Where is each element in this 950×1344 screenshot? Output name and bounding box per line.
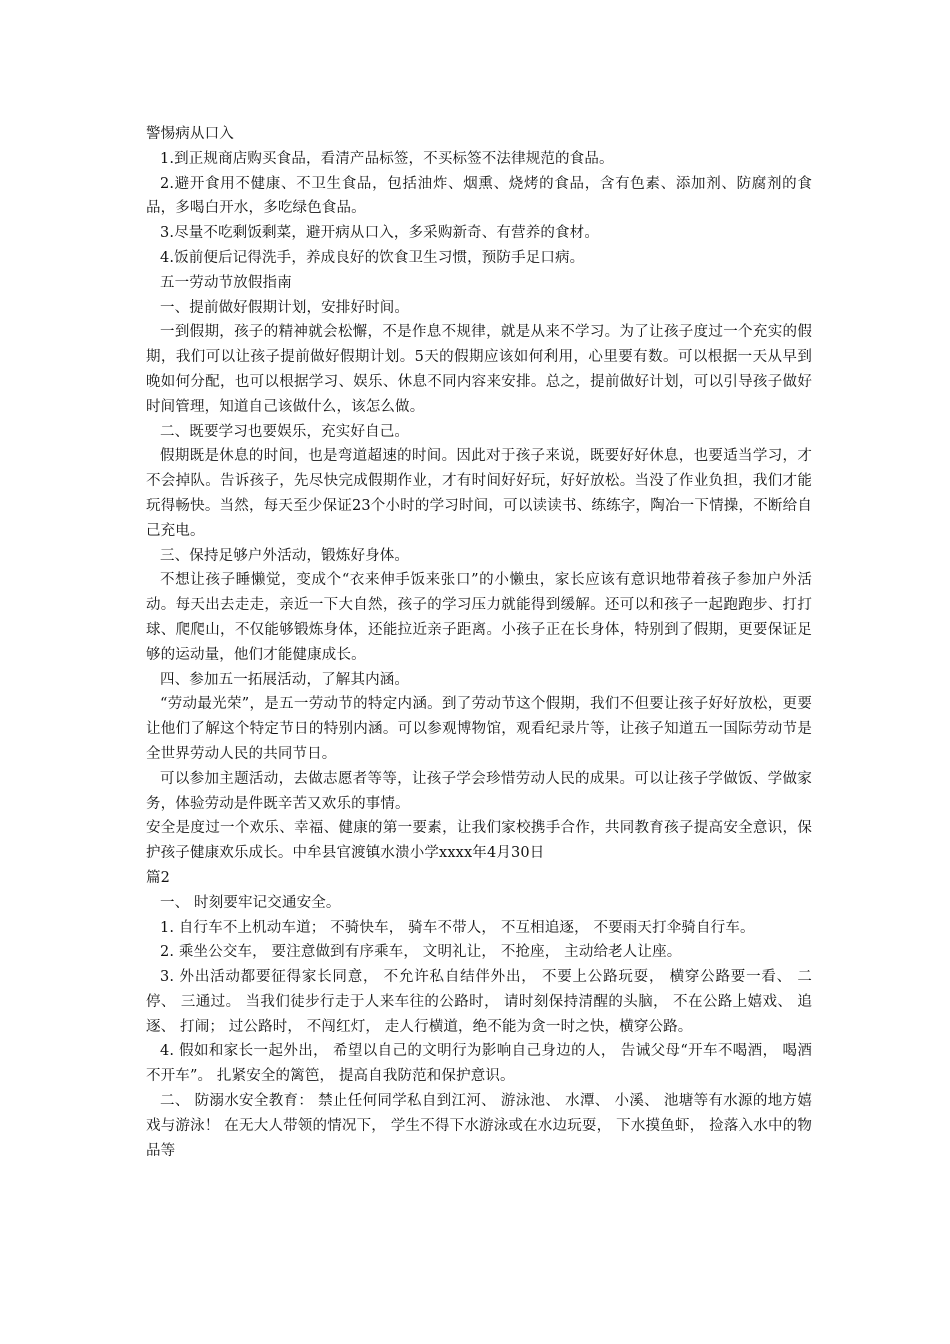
paragraph-traffic-3: 3. 外出活动都要征得家长同意， 不允许私自结伴外出， 不要上公路玩耍， 横穿公路要一看、 二停、 三通过。 当我们徒步行走于人来车往的公路时， 请时刻保持清醒的头脑， 不在公路上嬉戏、 追逐、 打闹； 过公路时， 不闯红灯， 走人行横道，绝不能为贪一时之快，横穿公路。 [146,969,812,1035]
heading-part-2: 篇2 [146,869,171,886]
heading-food-safety: 警惕病从口入 [146,126,234,142]
paragraph-labor-meaning: “劳动最光荣”，是五一劳动节的特定内涵。到了劳动节这个假期，我们不但要让孩子好好放松，更要让他们了解这个特定节日的特别内涵。可以参观博物馆，观看纪录片等，让孩子知道五一国际劳动节是全世界劳动人民的共同节日。 [146,696,812,762]
subheading-traffic-safety: 一、 时刻要牢记交通安全。 [160,894,341,911]
document-page [146,122,812,1163]
paragraph-drowning-prevention: 二、 防溺水安全教育： 禁止任何同学私自到江河、 游泳池、 水潭、 小溪、 池塘等有水源的地方嬉戏与游泳！ 在无大人带领的情况下， 学生不得下水游泳或在水边玩耍， 下水摸鱼虾， 捡落入水中的物品等 [146,1093,812,1159]
subheading-outdoor: 三、保持足够户外活动，锻炼好身体。 [160,547,410,564]
paragraph-food-4: 4.饭前便后记得洗手，养成良好的饮食卫生习惯，预防手足口病。 [160,249,585,266]
paragraph-themed-activities: 可以参加主题活动，去做志愿者等等，让孩子学会珍惜劳动人民的成果。可以让孩子学做饭、学做家务，体验劳动是件既辛苦又欢乐的事情。 [146,770,812,812]
paragraph-study-play: 假期既是休息的时间，也是弯道超速的时间。因此对于孩子来说，既要好好休息，也要适当学习，才不会掉队。告诉孩子，先尽快完成假期作业，才有时间好好玩，好好放松。当没了作业负担，我们才能玩得畅快。当然，每天至少保证23个小时的学习时间，可以读读书、练练字，陶冶一下情操，不断给自己充电。 [146,448,812,539]
paragraph-traffic-2: 2. 乘坐公交车， 要注意做到有序乘车， 文明礼让， 不抢座， 主动给老人让座。 [160,944,682,961]
subheading-activities: 四、参加五一拓展活动，了解其内涵。 [160,671,410,688]
paragraph-food-1: 1.到正规商店购买食品，看清产品标签，不买标签不法律规范的食品。 [160,150,614,167]
heading-holiday-guide: 五一劳动节放假指南 [160,274,292,291]
paragraph-outdoor: 不想让孩子睡懒觉，变成个“衣来伸手饭来张口”的小懒虫，家长应该有意识地带着孩子参加户外活动。每天出去走走，亲近一下大自然，孩子的学习压力就能得到缓解。还可以和孩子一起跑跑步、打打球、爬爬山，不仅能够锻炼身体，还能拉近亲子距离。小孩子正在长身体，特别到了假期，更要保证足够的运动量，他们才能健康成长。 [146,572,812,663]
paragraph-food-2: 2.避开食用不健康、不卫生食品，包括油炸、烟熏、烧烤的食品，含有色素、添加剂、防腐剂的食品，多喝白开水，多吃绿色食品。 [146,175,812,217]
paragraph-closing-signature: 安全是度过一个欢乐、幸福、健康的第一要素，让我们家校携手合作，共同教育孩子提高安全意识，保护孩子健康欢乐成长。中牟县官渡镇水溃小学xxxx年4月30日 [146,820,812,862]
paragraph-traffic-1: 1. 自行车不上机动车道； 不骑快车， 骑车不带人， 不互相追逐， 不要雨天打伞骑自行车。 [160,919,755,936]
paragraph-food-3: 3.尽量不吃剩饭剩菜，避开病从口入，多采购新奇、有营养的食材。 [160,225,599,242]
subheading-plan: 一、提前做好假期计划，安排好时间。 [160,299,410,316]
paragraph-traffic-4: 4. 假如和家长一起外出， 希望以自己的文明行为影响自己身边的人， 告诫父母“开车不喝酒， 喝酒不开车”。 扎紧安全的篱笆， 提高自我防范和保护意识。 [146,1043,812,1085]
paragraph-plan: 一到假期，孩子的精神就会松懈，不是作息不规律，就是从来不学习。为了让孩子度过一个充实的假期，我们可以让孩子提前做好假期计划。5天的假期应该如何利用，心里要有数。可以根据一天从早到晚如何分配，也可以根据学习、娱乐、休息不同内容来安排。总之，提前做好计划，可以引导孩子做好时间管理，知道自己该做什么，该怎么做。 [146,324,812,415]
subheading-study-play: 二、既要学习也要娱乐，充实好自己。 [160,423,410,440]
